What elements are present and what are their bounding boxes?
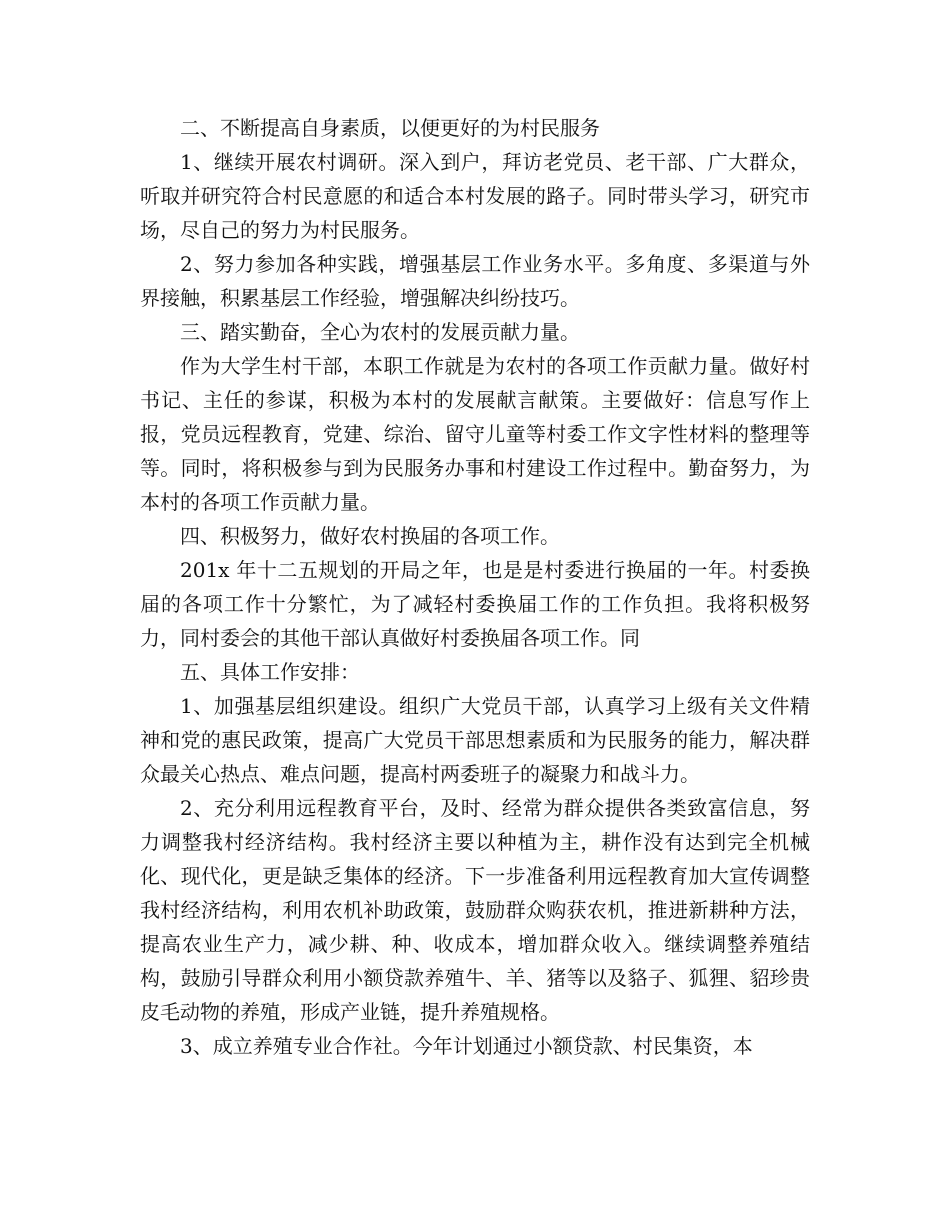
paragraph-remote-education: 2、充分利用远程教育平台，及时、经常为群众提供各类致富信息，努力调整我村经济结构。我村经济主要以种植为主，耕作没有达到完全机械化、现代化，更是缺乏集体的经济。下一步准备利用远程教育加大宣传调整我村经济结构，利用农机补助政策，鼓励群众购获农机，推进新耕种方法，提高农业生产力，减少耕、种、收成本，增加群众收入。继续调整养殖结构，鼓励引导群众利用小额贷款养殖牛、羊、猪等以及貉子、狐狸、貂珍贵皮毛动物的养殖，形成产业链，提升养殖规格。 — [140, 796, 810, 1024]
paragraph-cooperative: 3、成立养殖专业合作社。今年计划通过小额贷款、村民集资，本 — [180, 1034, 753, 1058]
paragraph-rural-research: 1、继续开展农村调研。深入到户，拜访老党员、老干部、广大群众，听取并研究符合村民意愿的和适合本村发展的路子。同时带头学习，研究市场，尽自己的努力为村民服务。 — [140, 150, 810, 242]
paragraph-organization: 1、加强基层组织建设。组织广大党员干部，认真学习上级有关文件精神和党的惠民政策，提高广大党员干部思想素质和为民服务的能力，解决群众最关心热点、难点问题，提高村两委班子的凝聚力和战斗力。 — [140, 694, 810, 786]
paragraph-village-cadre: 作为大学生村干部，本职工作就是为农村的各项工作贡献力量。做好村书记、主任的参谋，积极为本村的发展献言献策。主要做好：信息写作上报，党员远程教育，党建、综治、留守儿童等村委工作文字性材料的整理等等。同时，将积极参与到为民服务办事和村建设工作过程中。勤奋努力，为本村的各项工作贡献力量。 — [140, 354, 810, 514]
paragraph-practice: 2、努力参加各种实践，增强基层工作业务水平。多角度、多渠道与外界接触，积累基层工作经验，增强解决纠纷技巧。 — [140, 252, 810, 310]
paragraph-election: 201x 年十二五规划的开局之年，也是是村委进行换届的一年。村委换届的各项工作十分繁忙，为了减轻村委换届工作的工作负担。我将积极努力，同村委会的其他干部认真做好村委换届各项工作。同 — [140, 558, 810, 650]
section-heading-2: 二、不断提高自身素质，以便更好的为村民服务 — [180, 116, 600, 140]
section-heading-4: 四、积极努力，做好农村换届的各项工作。 — [180, 524, 560, 548]
section-heading-3: 三、踏实勤奋，全心为农村的发展贡献力量。 — [180, 320, 580, 344]
section-heading-5: 五、具体工作安排： — [180, 660, 360, 684]
